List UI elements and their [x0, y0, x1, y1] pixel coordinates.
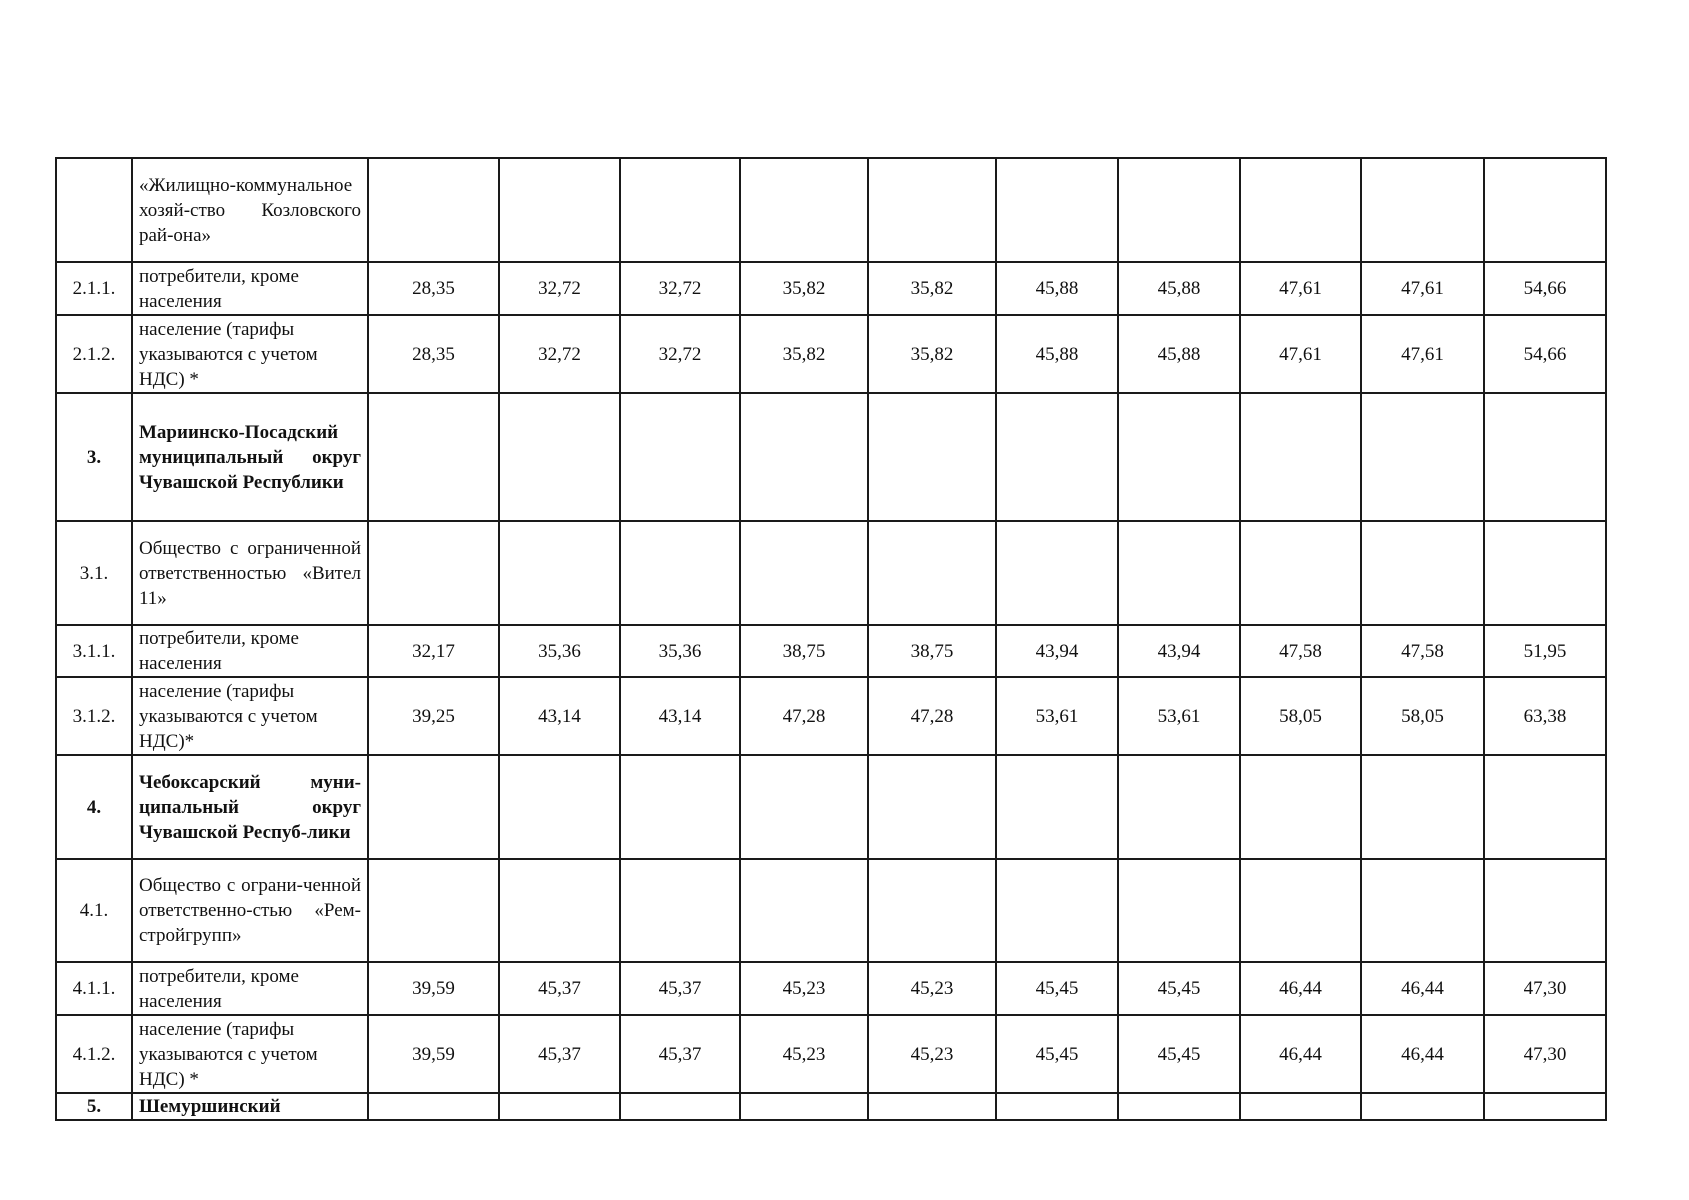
- table-row: [56, 521, 1606, 625]
- value-cell: [499, 755, 620, 859]
- value-cell: [1361, 1093, 1484, 1120]
- value-cell: 47,61: [1361, 315, 1484, 393]
- value-cell: 47,30: [1484, 962, 1606, 1015]
- value-cell: [1240, 1093, 1361, 1120]
- value-cell: 45,37: [620, 962, 740, 1015]
- table-row: [56, 262, 1606, 315]
- value-cell: [868, 393, 996, 521]
- value-cell: [1484, 755, 1606, 859]
- row-name: потребители, кроме населения: [132, 962, 368, 1015]
- value-cell: [740, 158, 868, 262]
- value-cell: [1240, 755, 1361, 859]
- table-row: [56, 859, 1606, 962]
- table-row: [56, 625, 1606, 677]
- value-cell: [1484, 1093, 1606, 1120]
- value-cell: [996, 1093, 1118, 1120]
- value-cell: [868, 1093, 996, 1120]
- value-cell: 39,59: [368, 1015, 499, 1093]
- value-cell: [1240, 158, 1361, 262]
- value-cell: [1118, 521, 1240, 625]
- value-cell: 35,82: [868, 315, 996, 393]
- value-cell: 47,58: [1240, 625, 1361, 677]
- row-number: [56, 158, 132, 262]
- value-cell: [996, 158, 1118, 262]
- value-cell: 43,14: [499, 677, 620, 755]
- value-cell: [1118, 755, 1240, 859]
- value-cell: 45,23: [740, 1015, 868, 1093]
- value-cell: [499, 1093, 620, 1120]
- section-row: [56, 755, 1606, 859]
- value-cell: [620, 158, 740, 262]
- value-cell: 45,23: [868, 962, 996, 1015]
- value-cell: 54,66: [1484, 315, 1606, 393]
- value-cell: [740, 1093, 868, 1120]
- row-name: Общество с ограниченной ответственностью «Вител 11»: [132, 521, 368, 625]
- row-name: население (тарифы указываются с учетом НДС)*: [132, 677, 368, 755]
- value-cell: [620, 859, 740, 962]
- value-cell: 45,45: [996, 1015, 1118, 1093]
- value-cell: 28,35: [368, 315, 499, 393]
- value-cell: 38,75: [740, 625, 868, 677]
- value-cell: [368, 1093, 499, 1120]
- section-number: 5.: [56, 1093, 132, 1120]
- value-cell: 47,61: [1240, 262, 1361, 315]
- value-cell: 47,61: [1240, 315, 1361, 393]
- document-page: [55, 157, 1592, 1121]
- value-cell: [740, 859, 868, 962]
- value-cell: [1118, 1093, 1240, 1120]
- value-cell: 38,75: [868, 625, 996, 677]
- value-cell: 45,88: [1118, 262, 1240, 315]
- value-cell: [1118, 393, 1240, 521]
- value-cell: 45,88: [996, 315, 1118, 393]
- value-cell: 46,44: [1240, 1015, 1361, 1093]
- value-cell: [1484, 158, 1606, 262]
- value-cell: 58,05: [1240, 677, 1361, 755]
- value-cell: [740, 393, 868, 521]
- value-cell: 47,28: [740, 677, 868, 755]
- row-number: 2.1.2.: [56, 315, 132, 393]
- value-cell: [499, 859, 620, 962]
- value-cell: [1240, 859, 1361, 962]
- value-cell: [740, 521, 868, 625]
- value-cell: [1484, 859, 1606, 962]
- value-cell: 47,28: [868, 677, 996, 755]
- value-cell: 45,88: [996, 262, 1118, 315]
- row-name: потребители, кроме населения: [132, 625, 368, 677]
- value-cell: [996, 755, 1118, 859]
- value-cell: 43,94: [1118, 625, 1240, 677]
- section-name: Шемуршинский: [132, 1093, 368, 1120]
- row-number: 3.1.: [56, 521, 132, 625]
- row-number: 4.1.: [56, 859, 132, 962]
- table-row: [56, 315, 1606, 393]
- value-cell: 47,30: [1484, 1015, 1606, 1093]
- value-cell: [740, 755, 868, 859]
- value-cell: [1361, 393, 1484, 521]
- value-cell: 43,94: [996, 625, 1118, 677]
- value-cell: [996, 521, 1118, 625]
- value-cell: 43,14: [620, 677, 740, 755]
- value-cell: 35,82: [868, 262, 996, 315]
- table-row: [56, 1015, 1606, 1093]
- value-cell: 32,72: [620, 262, 740, 315]
- value-cell: [996, 859, 1118, 962]
- value-cell: [499, 521, 620, 625]
- value-cell: [499, 158, 620, 262]
- value-cell: [620, 755, 740, 859]
- value-cell: [1361, 859, 1484, 962]
- value-cell: 32,72: [499, 315, 620, 393]
- section-row: [56, 393, 1606, 521]
- value-cell: 54,66: [1484, 262, 1606, 315]
- value-cell: 35,36: [620, 625, 740, 677]
- value-cell: 46,44: [1361, 962, 1484, 1015]
- row-number: 4.1.2.: [56, 1015, 132, 1093]
- value-cell: 47,61: [1361, 262, 1484, 315]
- row-name: население (тарифы указываются с учетом НДС) *: [132, 1015, 368, 1093]
- tariff-table: [55, 157, 1607, 1121]
- row-name: население (тарифы указываются с учетом НДС) *: [132, 315, 368, 393]
- value-cell: [1240, 393, 1361, 521]
- value-cell: 32,17: [368, 625, 499, 677]
- value-cell: 46,44: [1240, 962, 1361, 1015]
- value-cell: 32,72: [499, 262, 620, 315]
- value-cell: [1361, 158, 1484, 262]
- value-cell: [868, 158, 996, 262]
- value-cell: [620, 1093, 740, 1120]
- section-name: Чебоксарский муни-ципальный округ Чувашской Респуб-лики: [132, 755, 368, 859]
- value-cell: [1361, 755, 1484, 859]
- table-row: [56, 962, 1606, 1015]
- row-number: 3.1.2.: [56, 677, 132, 755]
- value-cell: [620, 521, 740, 625]
- value-cell: 53,61: [996, 677, 1118, 755]
- value-cell: [868, 859, 996, 962]
- value-cell: 28,35: [368, 262, 499, 315]
- value-cell: 35,36: [499, 625, 620, 677]
- value-cell: [1484, 393, 1606, 521]
- value-cell: 45,45: [1118, 1015, 1240, 1093]
- value-cell: [368, 755, 499, 859]
- value-cell: [1361, 521, 1484, 625]
- section-row: [56, 1093, 1606, 1120]
- value-cell: [620, 393, 740, 521]
- value-cell: [868, 755, 996, 859]
- value-cell: 58,05: [1361, 677, 1484, 755]
- value-cell: 45,23: [868, 1015, 996, 1093]
- value-cell: [996, 393, 1118, 521]
- table-row: [56, 158, 1606, 262]
- value-cell: 46,44: [1361, 1015, 1484, 1093]
- value-cell: 45,88: [1118, 315, 1240, 393]
- value-cell: [499, 393, 620, 521]
- row-name: Общество с ограни-ченной ответственно-стью «Рем-стройгрупп»: [132, 859, 368, 962]
- value-cell: 35,82: [740, 262, 868, 315]
- row-number: 4.1.1.: [56, 962, 132, 1015]
- row-number: 3.1.1.: [56, 625, 132, 677]
- value-cell: 45,45: [996, 962, 1118, 1015]
- value-cell: 45,45: [1118, 962, 1240, 1015]
- section-number: 4.: [56, 755, 132, 859]
- value-cell: 35,82: [740, 315, 868, 393]
- value-cell: 39,25: [368, 677, 499, 755]
- table-row: [56, 677, 1606, 755]
- value-cell: [368, 859, 499, 962]
- value-cell: 45,37: [620, 1015, 740, 1093]
- value-cell: [868, 521, 996, 625]
- value-cell: 39,59: [368, 962, 499, 1015]
- value-cell: 45,23: [740, 962, 868, 1015]
- value-cell: [1240, 521, 1361, 625]
- section-name: Мариинско-Посадский муниципальный округ Чувашской Республики: [132, 393, 368, 521]
- value-cell: [1118, 859, 1240, 962]
- value-cell: 53,61: [1118, 677, 1240, 755]
- row-name: потребители, кроме населения: [132, 262, 368, 315]
- value-cell: 45,37: [499, 962, 620, 1015]
- row-number: 2.1.1.: [56, 262, 132, 315]
- value-cell: [368, 158, 499, 262]
- value-cell: 51,95: [1484, 625, 1606, 677]
- value-cell: [1484, 521, 1606, 625]
- value-cell: 45,37: [499, 1015, 620, 1093]
- value-cell: 32,72: [620, 315, 740, 393]
- value-cell: [368, 521, 499, 625]
- section-number: 3.: [56, 393, 132, 521]
- value-cell: [368, 393, 499, 521]
- value-cell: 63,38: [1484, 677, 1606, 755]
- value-cell: 47,58: [1361, 625, 1484, 677]
- row-name: «Жилищно-коммунальное хозяй-ство Козловского рай-она»: [132, 158, 368, 262]
- value-cell: [1118, 158, 1240, 262]
